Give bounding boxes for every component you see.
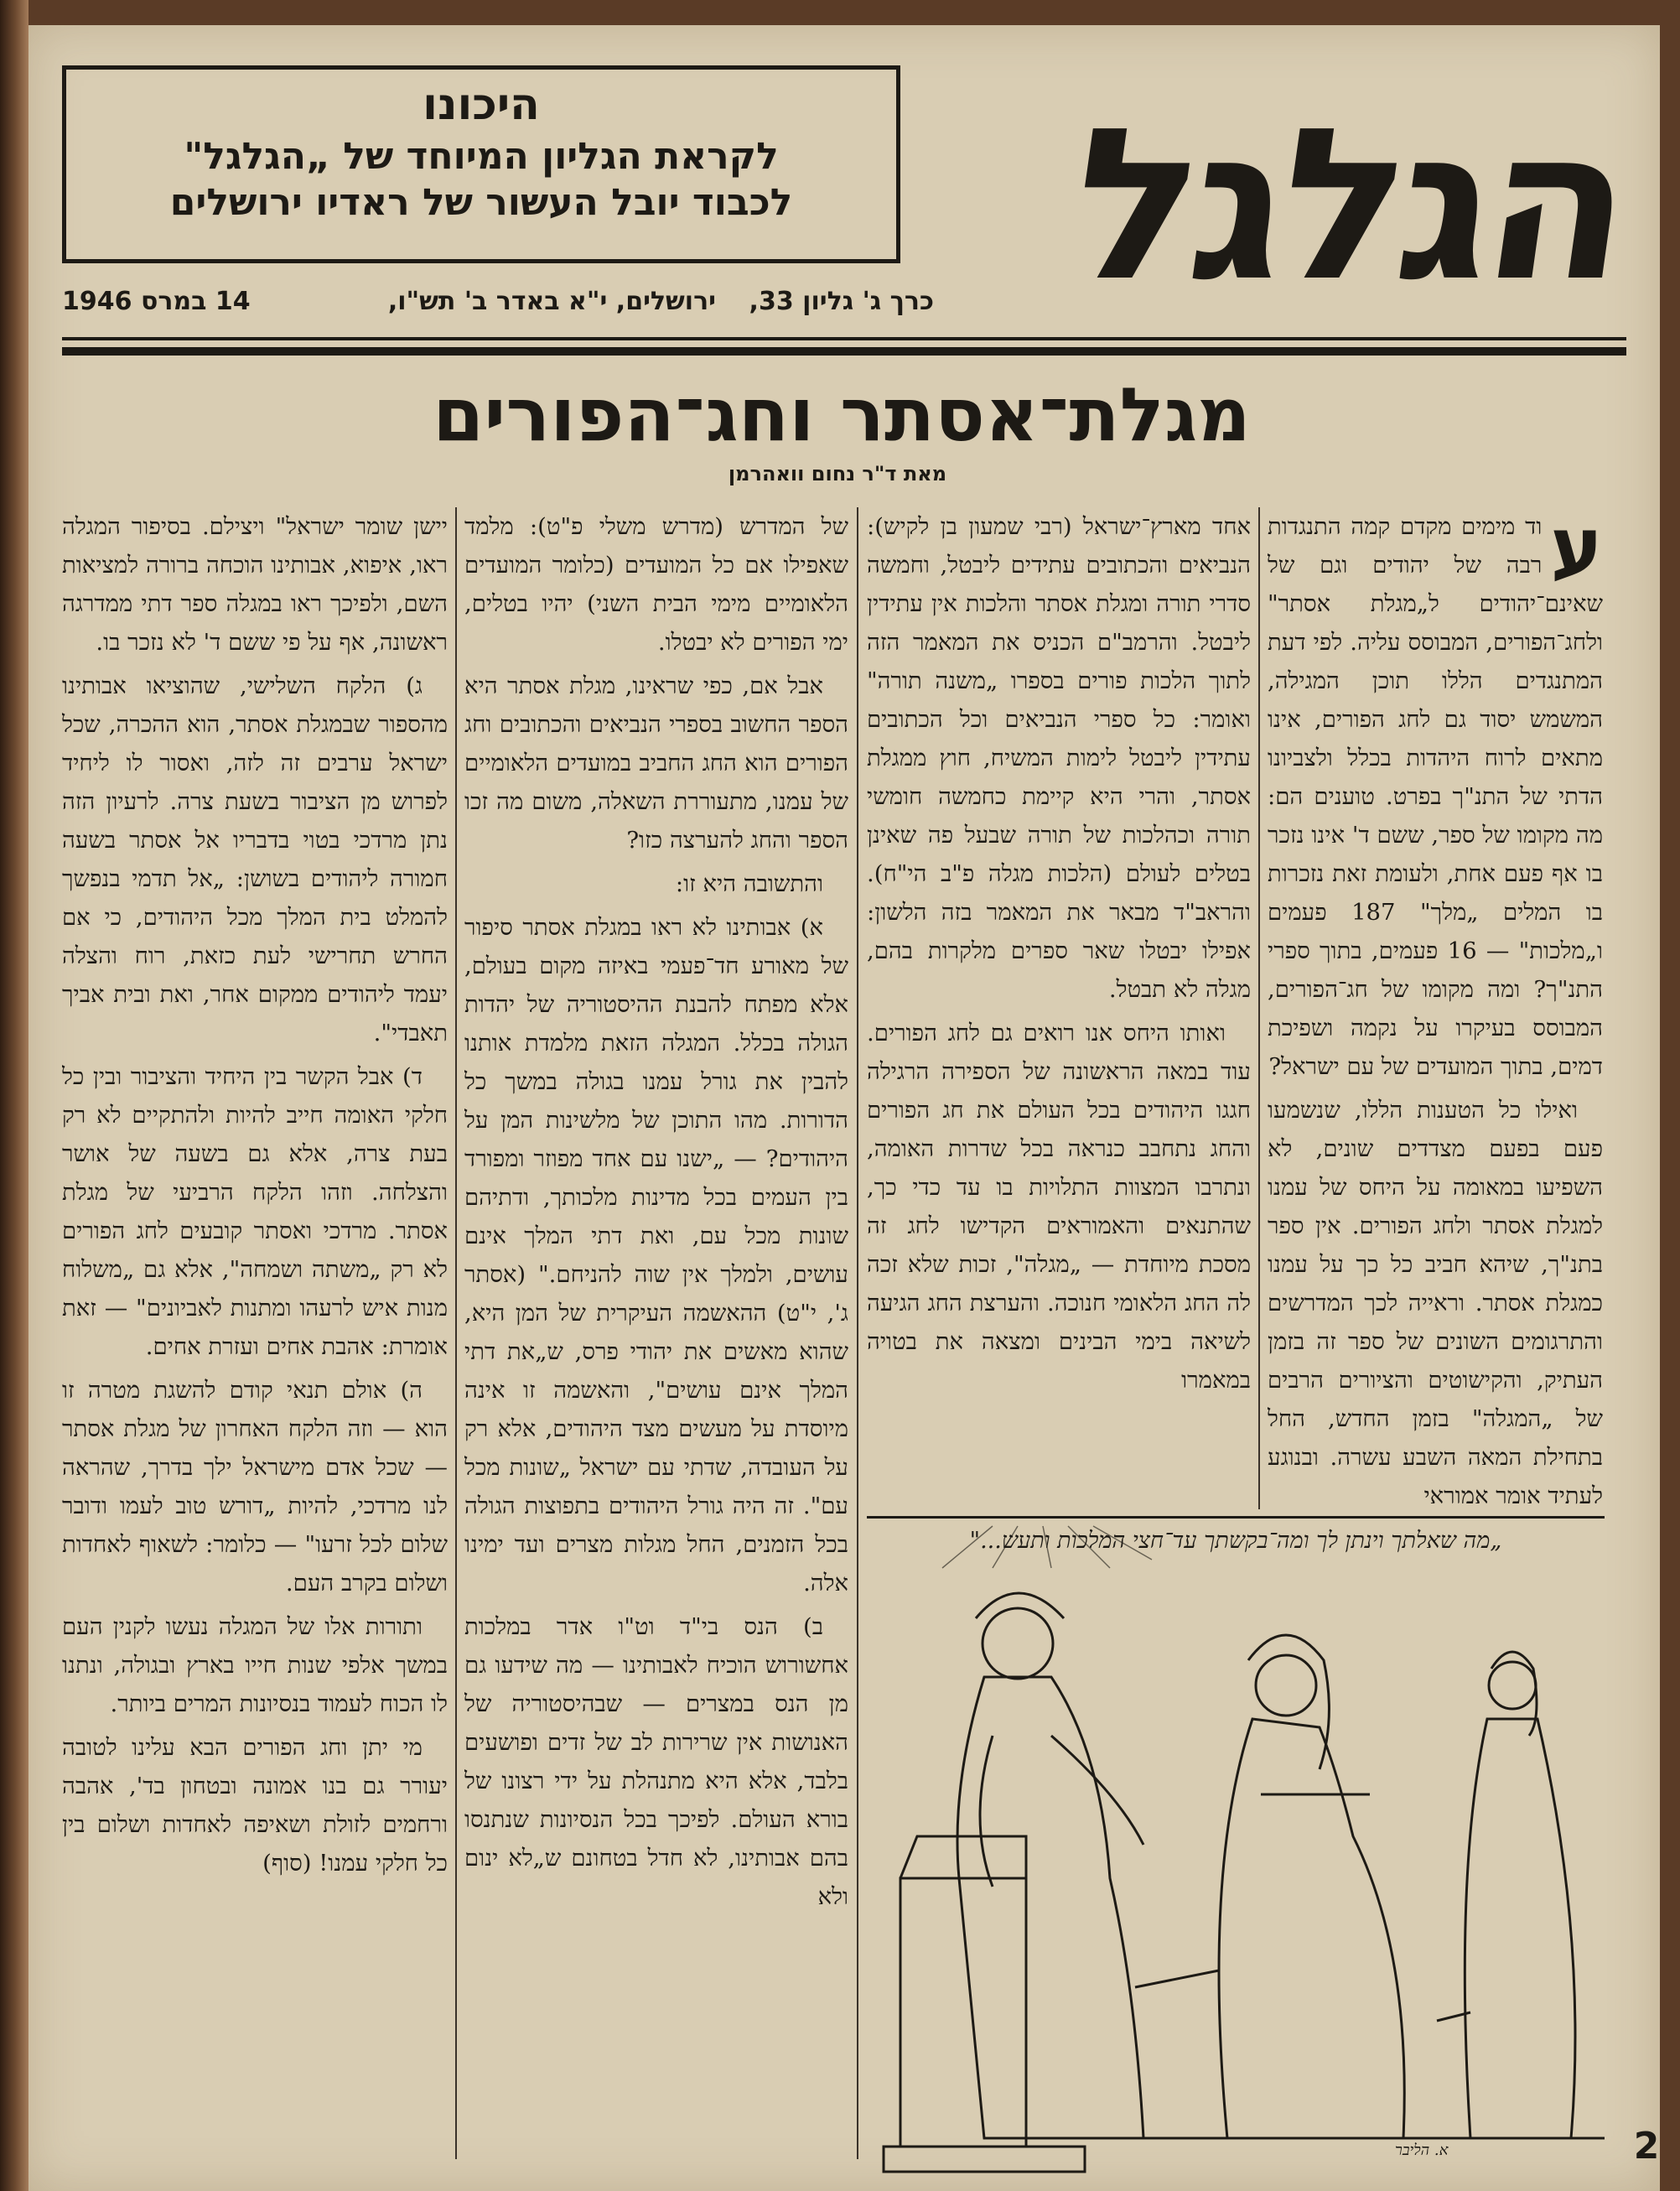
- paragraph-text: וד מימים מקדם קמה התנגדות רבה של יהודים וגם של שאינם־יהודים ל„מגלת אסתר" ולחג־הפורים, המבוסס עליה. לפי דעת המתנגדים הללו תוכן המגילה, המשמש יסוד גם לחג הפורים, אינו מתאים לרוח היהדות בכלל ולצביונו הדתי של התנ"ך בפרט. טוענים הם: מה מקומו של ספר, ששם ד' אינו נזכר בו אף פעם אחת, ולעומת זאת נזכרות בו המלים „מלך" 187 פעמים ו„מלכות" — 16 פעמים, בתוך ספרי התנ"ך? ומה מקומו של חג־הפורים, המבוסס בעיקרו על נקמה ושפיכת דמים, בתוך המועדים של עם ישראל?: [1268, 513, 1603, 1080]
- issue-date-gregorian: 14 במרס 1946: [62, 287, 251, 316]
- announcement-box: [62, 65, 900, 263]
- esther-illustration: [867, 1518, 1605, 2180]
- column-divider: [455, 507, 457, 2159]
- issue-line: [62, 277, 934, 327]
- paragraph: אבל אם, כפי שראינו, מגלת אסתר היא הספר החשוב בספרי הנביאים והכתובים וחג הפורים הוא החג החביב במועדים הלאומיים של עמנו, מתעוררת השאלה, משום מה זכו הספר והחג להערצה כזו?: [464, 672, 848, 854]
- page-number: 2: [1633, 2125, 1660, 2168]
- paragraph: א) אבותינו לא ראו במגלת אסתר סיפור של מאורע חד־פעמי באיזה מקום בעולם, אלא מפתח להבנת ההיסטוריה של יהדות הגולה בכלל. המגלה הזאת מלמדת אותנו להבין את גורל עמנו בגולה במשך כל הדורות. מהו התוכן של מלשינות המן על היהודים? — „ישנו עם אחד מפוזר ומפורד בין העמים בכל מדינות מלכותך, ודתיהם שונות מכל עם, ואת דתי המלך אינם עושים, ולמלך אין שוה להניחם." (אסתר ג', י"ט) ההאשמה העיקרית של המן היא, שהוא מאשים את יהודי פרס, ש„את דתי המלך אינם עושים", והאשמה זו אינה מיוסדת על מעשים מצד היהודים, אלא רק על העובדה, שדתי עם ישראל „שונות מכל עם". זה היה גורל היהודים בתפוצות הגולה בכל הזמנים, החל מגלות מצרים ועד ימינו אלה.: [464, 914, 848, 1597]
- paragraph: יישן שומר ישראל" ויצילם. בסיפור המגלה ראו, איפוא, אבותינו הוכחה ברורה למציאות השם, ולפיכך ראו במגלה ספר דתי ממדרגה ראשונה, אף על פי ששם ד' לא נזכר בו.: [62, 513, 448, 656]
- masthead-rule: [62, 337, 1626, 340]
- paragraph: של המדרש (מדרש משלי פ"ט): מלמד שאפילו אם כל המועדים (כלומר המועדים הלאומיים מימי הבית השני) יהיו בטלים, ימי הפורים לא יבטלו.: [464, 513, 848, 656]
- paragraph: ה) אולם תנאי קודם להשגת מטרה זו הוא — וזה הלקח האחרון של מגלת אסתר — שכל אדם מישראל ילך בדרך, שהראה לנו מרדכי, להיות „דורש טוב לעמו ודובר שלום לכל זרעו" — כלומר: לשאוף לאחדות ושלום בקרב העם.: [62, 1377, 448, 1597]
- paragraph: אחד מארץ־ישראל (רבי שמעון בן לקיש): הנביאים והכתובים עתידים ליבטל, וחמשה סדרי תורה ומגלת אסתר והלכות אין עתידין ליבטל. והרמב"ם הכניס את המאמר הזה לתוך הלכות פורים בספרו „משנה תורה" ואומר: כל ספרי הנביאים וכל הכתובים עתידין ליבטל לימות המשיח, חוץ ממגלת אסתר, והרי היא קיימת כחמשה חומשי תורה וכהלכות של תורה שבעל פה שאינן בטלים לעולם (הלכות מגלה פ"ב הי"ח). והראב"ד מבאר את המאמר בזה הלשון: אפילו יבטלו שאר ספרים מלקרות בהם, מגלה לא תבטל.: [867, 513, 1251, 1003]
- article-byline: מאת ד"ר נחום וואהרמן: [728, 462, 947, 485]
- paragraph: ואותו היחס אנו רואים גם לחג הפורים. עוד במאה הראשונה של הספירה הרגילה חגגו היהודים בכל העולם את חג הפורים והחג נתחבב כנראה בכל שדרות האומה, ונתרבו המצוות התלויות בו עד כדי כך, שהתנאים והאמוראים הקדישו לחג זה מסכת מיוחדת — „מגלה", זכות שלא זכה לה החג הלאומי חנוכה. והערצת החג הגיעה לשיאה בימי הבינים ומצאה את בטויה במאמרו: [867, 1020, 1251, 1394]
- issue-date-hebrew: ירושלים, י"א באדר ב' תש"ו,: [387, 287, 716, 316]
- paragraph: [1268, 507, 1603, 1086]
- paragraph: ב) הנס בי"ד וט"ו אדר במלכות אחשורוש הוכיח לאבותינו — מה שידעו גם מן הנס במצרים — שבהיסטוריה של האנושות אין שרירות לב של זדים ופושעים בלבד, אלא היא מתנהלת על ידי רצונו של בורא העולם. לפיכך בכל הנסיונות שנתנסו בהם אבותינו, לא חדל בטחונם ש„לא ינום ולא: [464, 1613, 848, 1910]
- column-1: [1268, 507, 1603, 1513]
- paragraph: ותורות אלו של המגלה נעשו לקנין העם במשך אלפי שנות חייו בארץ ובגולה, ונתנו לו הכוח לעמוד בנסיונות המרים ביותר.: [62, 1613, 448, 1717]
- column-2: [867, 507, 1251, 1509]
- column-divider: [1258, 507, 1260, 1509]
- announcement-line: לכבוד יובל העשור של ראדיו ירושלים: [169, 181, 793, 224]
- drop-cap: ע: [1550, 507, 1603, 593]
- illustration-caption: „מה שאלתך וינתן לך ומה־בקשתך עד־חצי המלכות ותעש...": [867, 1516, 1605, 1564]
- paragraph: ואילו כל הטענות הללו, שנשמעו פעם בפעם מצדדים שונים, לא השפיעו במאומה על היחס של עמנו למגלת אסתר ולחג הפורים. אין ספר בתנ"ך, שיהא חביב כל כך על עמנו כמגלת אסתר. וראייה לכך המדרשים והתרגומים השונים של ספר זה בזמן העתיק, והקישוטים והציורים הרבים של „המגלה" בזמן החדש, החל בתחילת המאה השבע עשרה. ובנוגע לעתיד אומר אמוראי: [1268, 1097, 1603, 1509]
- newspaper-logo: הגלגל: [1055, 83, 1642, 327]
- paragraph: מי יתן וחג הפורים הבא עלינו לטובה יעורר גם בנו אמונה ובטחון בד', אהבה ורחמים לזולת ושאיפה לאחדות ושלום בין כל חלקי עמנו! (סוף): [62, 1734, 448, 1877]
- article-title: מגלת־אסתר וחג־הפורים: [433, 371, 1251, 458]
- masthead-rule-thick: [62, 347, 1626, 356]
- volume-number: כרך ג' גליון 33,: [749, 287, 934, 316]
- column-3: [464, 507, 848, 2184]
- paragraph: והתשובה היא זו:: [675, 870, 823, 897]
- book-spine: [0, 0, 29, 2191]
- announcement-heading: היכונו: [423, 80, 540, 130]
- newspaper-page: [29, 25, 1660, 2191]
- column-divider: [857, 507, 858, 2159]
- announcement-line: לקראת הגליון המיוחד של „הגלגל": [184, 135, 779, 178]
- paragraph: ג) הלקח השלישי, שהוציאו אבותינו מהספור שבמגלת אסתר, הוא ההכרה, שכל ישראל ערבים זה לזה, ואסור לו ליחיד לפרוש מן הציבור בשעת צרה. לרעיון הזה נתן מרדכי בטוי בדבריו אל אסתר בשעה חמורה ליהודים בשושן: „אל תדמי בנפשך להמלט בית המלך מכל היהודים, כי אם החרש תחרישי לעת כזאת, רוח והצלה יעמד ליהודים ממקום אחר, ואת ובית אביך תאבדי".: [62, 672, 448, 1046]
- illustration-signature: א. הליבר: [1395, 2142, 1449, 2159]
- column-4: [62, 507, 448, 2184]
- paragraph: ד) אבל הקשר בין היחיד והציבור ובין כל חלקי האומה חייב להיות ולהתקיים לא רק בעת צרה, אלא גם בשעה של אושר והצלחה. וזהו הלקח הרביעי של מגלת אסתר. מרדכי ואסתר קובעים לחג הפורים לא רק „משתה ושמחה", אלא גם „משלוח מנות איש לרעהו ומתנות לאביונים" — זאת אומרת: אהבת אחים ועזרת אחים.: [62, 1063, 448, 1360]
